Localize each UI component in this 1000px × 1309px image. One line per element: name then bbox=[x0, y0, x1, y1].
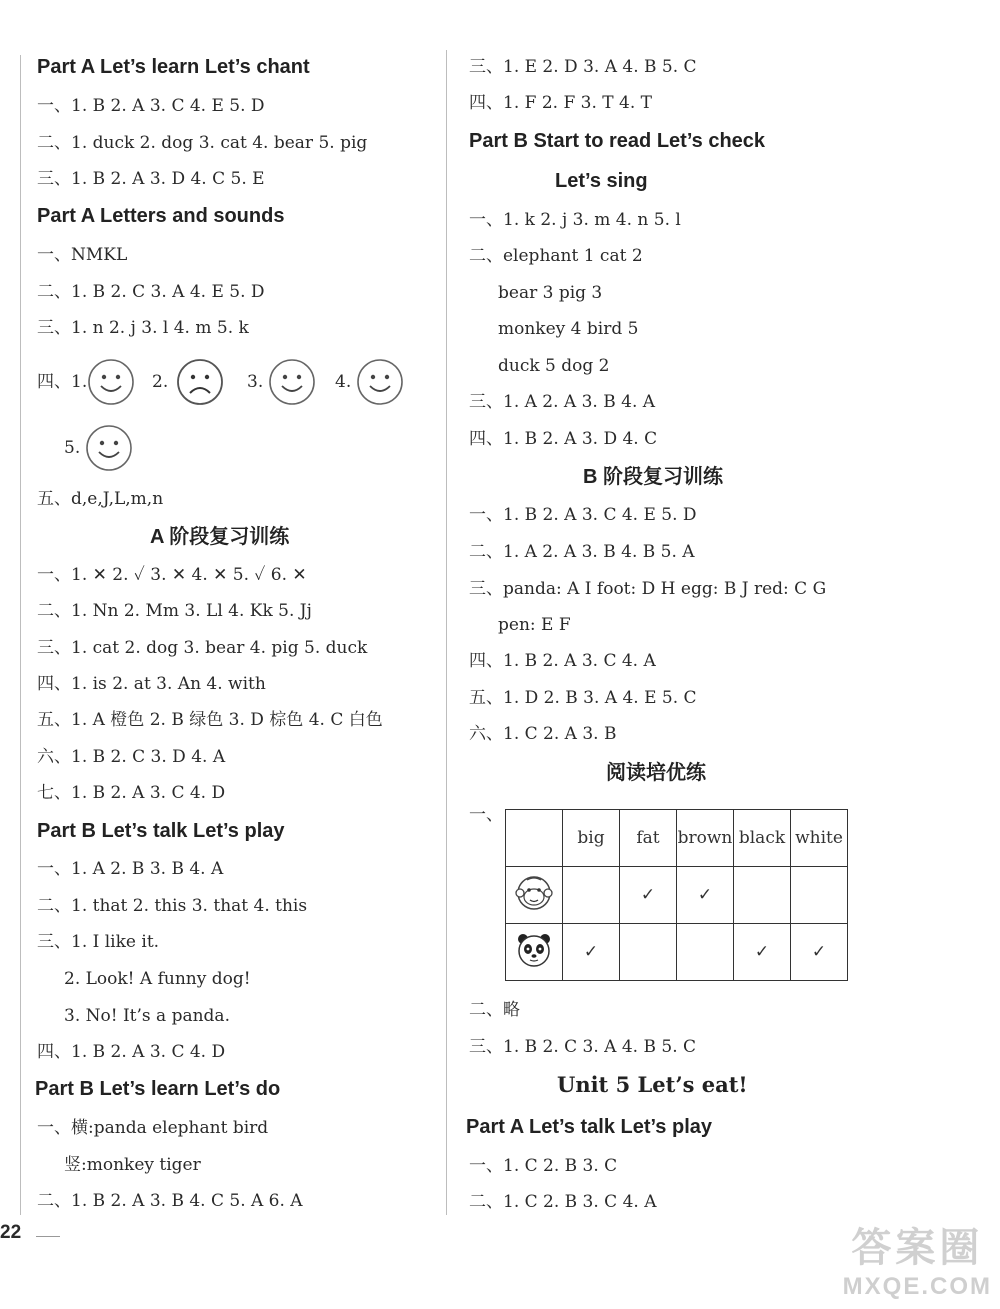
answer-line: 三、1. B 2. C 3. A 4. B 5. C bbox=[469, 1037, 697, 1057]
panda-icon bbox=[515, 931, 553, 969]
answer-line: 一、横:panda elephant bird bbox=[37, 1118, 269, 1138]
answer-line: 三、1. E 2. D 3. A 4. B 5. C bbox=[469, 57, 697, 77]
answer-line: 二、1. Nn 2. Mm 3. Ll 4. Kk 5. Jj bbox=[37, 601, 312, 621]
table-corner-cell bbox=[506, 810, 563, 867]
table-header-row bbox=[506, 810, 848, 867]
section-heading: B 阶段复习训练 bbox=[583, 466, 723, 488]
table-cell bbox=[677, 924, 734, 981]
column-divider bbox=[446, 50, 447, 1215]
table-cell: ✓ bbox=[734, 924, 791, 981]
answer-line: bear 3 pig 3 bbox=[498, 283, 603, 303]
answer-line: 二、1. B 2. A 3. B 4. C 5. A 6. A bbox=[37, 1191, 303, 1211]
answer-line: 五、1. D 2. B 3. A 4. E 5. C bbox=[469, 688, 697, 708]
table-row-label bbox=[506, 867, 563, 924]
answer-line: 七、1. B 2. A 3. C 4. D bbox=[37, 783, 226, 803]
table-cell: ✓ bbox=[620, 867, 677, 924]
answer-line: 三、1. A 2. A 3. B 4. A bbox=[469, 392, 656, 412]
answer-line: 三、1. cat 2. dog 3. bear 4. pig 5. duck bbox=[37, 638, 368, 658]
answer-line: 二、1. duck 2. dog 3. cat 4. bear 5. pig bbox=[37, 133, 368, 153]
page-number: 22 bbox=[0, 1222, 22, 1243]
answer-line: 二、1. that 2. this 3. that 4. this bbox=[37, 896, 308, 916]
watermark-logo: 答案圈 bbox=[851, 1226, 984, 1270]
sad-face-icon bbox=[176, 358, 224, 410]
answer-line: 一、1. B 2. A 3. C 4. E 5. D bbox=[469, 505, 697, 525]
answer-line: 四、1. B 2. A 3. C 4. D bbox=[37, 1042, 226, 1062]
answer-line: 二、elephant 1 cat 2 bbox=[469, 246, 643, 266]
answer-line: 四、1. B 2. A 3. D 4. C bbox=[469, 429, 658, 449]
answer-line: 三、1. n 2. j 3. l 4. m 5. k bbox=[37, 318, 249, 338]
section-heading: Let’s sing bbox=[555, 170, 648, 192]
watermark-url: MXQE.COM bbox=[842, 1273, 992, 1300]
answer-line: 3. bbox=[247, 372, 264, 392]
happy-face-icon bbox=[87, 358, 135, 410]
answer-line: 三、panda: A I foot: D H egg: B J red: C G bbox=[469, 579, 827, 599]
monkey-icon bbox=[515, 874, 553, 912]
answer-line: 二、1. B 2. C 3. A 4. E 5. D bbox=[37, 282, 265, 302]
answer-line: 二、略 bbox=[469, 1000, 520, 1020]
section-heading: Part B Let’s learn Let’s do bbox=[35, 1078, 281, 1100]
answer-line: 3. No! It’s a panda. bbox=[64, 1006, 230, 1026]
answer-line: 2. Look! A funny dog! bbox=[64, 969, 251, 989]
section-heading: Part B Start to read Let’s check bbox=[469, 130, 766, 152]
section-heading: Part B Let’s talk Let’s play bbox=[37, 820, 285, 842]
answer-line: 一、1. A 2. B 3. B 4. A bbox=[37, 859, 224, 879]
answer-line: 一、1. k 2. j 3. m 4. n 5. l bbox=[469, 210, 681, 230]
happy-face-icon bbox=[85, 424, 133, 476]
answer-line: 二、1. A 2. A 3. B 4. B 5. A bbox=[469, 542, 695, 562]
happy-face-icon bbox=[268, 358, 316, 410]
section-heading: A 阶段复习训练 bbox=[150, 526, 290, 548]
section-heading: Part A Letters and sounds bbox=[37, 205, 285, 227]
table-cell bbox=[563, 867, 620, 924]
reading-table bbox=[505, 809, 848, 981]
table-header-cell: black bbox=[734, 810, 791, 867]
answer-line: 三、1. B 2. A 3. D 4. C 5. E bbox=[37, 169, 265, 189]
answer-line: 四、1. B 2. A 3. C 4. A bbox=[469, 651, 656, 671]
table-cell: ✓ bbox=[677, 867, 734, 924]
table-row-label bbox=[506, 924, 563, 981]
table-row bbox=[506, 867, 848, 924]
table-cell bbox=[734, 867, 791, 924]
table-cell bbox=[791, 867, 848, 924]
answer-line: 2. bbox=[152, 372, 169, 392]
table-header-cell: fat bbox=[620, 810, 677, 867]
left-margin-rule bbox=[20, 55, 21, 1215]
section-heading: Part A Let’s talk Let’s play bbox=[466, 1116, 713, 1138]
answer-line: 一、1. B 2. A 3. C 4. E 5. D bbox=[37, 96, 265, 116]
table-cell: ✓ bbox=[791, 924, 848, 981]
table-row bbox=[506, 924, 848, 981]
table-cell: ✓ bbox=[563, 924, 620, 981]
answer-line: 六、1. C 2. A 3. B bbox=[469, 724, 617, 744]
answer-line: 四、1. F 2. F 3. T 4. T bbox=[469, 93, 652, 113]
answer-line: 五、1. A 橙色 2. B 绿色 3. D 棕色 4. C 白色 bbox=[37, 710, 383, 730]
section-heading: Part A Let’s learn Let’s chant bbox=[37, 56, 310, 78]
page-number-rule bbox=[36, 1236, 60, 1237]
answer-line: 五、d,e,J,L,m,n bbox=[37, 489, 164, 509]
answer-line: 一、NMKL bbox=[37, 245, 128, 265]
unit-title: Unit 5 Let’s eat! bbox=[557, 1072, 748, 1097]
answer-line: 竖:monkey tiger bbox=[64, 1155, 201, 1175]
answer-line: monkey 4 bird 5 bbox=[498, 319, 639, 339]
answer-line: 四、1. bbox=[37, 372, 88, 392]
answer-line: pen: E F bbox=[498, 615, 571, 635]
answer-line: 4. bbox=[335, 372, 352, 392]
table-header-cell: big bbox=[563, 810, 620, 867]
watermark bbox=[843, 1216, 992, 1301]
answer-line: 一、1. ✕ 2. ✓ 3. ✕ 4. ✕ 5. ✓ 6. ✕ bbox=[37, 565, 307, 585]
answer-line: 5. bbox=[64, 438, 81, 458]
table-header-cell: brown bbox=[677, 810, 734, 867]
section-heading: 阅读培优练 bbox=[606, 762, 706, 784]
answer-line: 六、1. B 2. C 3. D 4. A bbox=[37, 747, 226, 767]
answer-line: 一、 bbox=[469, 805, 503, 825]
answer-line: 四、1. is 2. at 3. An 4. with bbox=[37, 674, 266, 694]
answer-line: 二、1. C 2. B 3. C 4. A bbox=[469, 1192, 657, 1212]
answer-line: 一、1. C 2. B 3. C bbox=[469, 1156, 618, 1176]
answer-line: 三、1. I like it. bbox=[37, 932, 160, 952]
answer-line: duck 5 dog 2 bbox=[498, 356, 610, 376]
table-header-cell: white bbox=[791, 810, 848, 867]
table-cell bbox=[620, 924, 677, 981]
happy-face-icon bbox=[356, 358, 404, 410]
